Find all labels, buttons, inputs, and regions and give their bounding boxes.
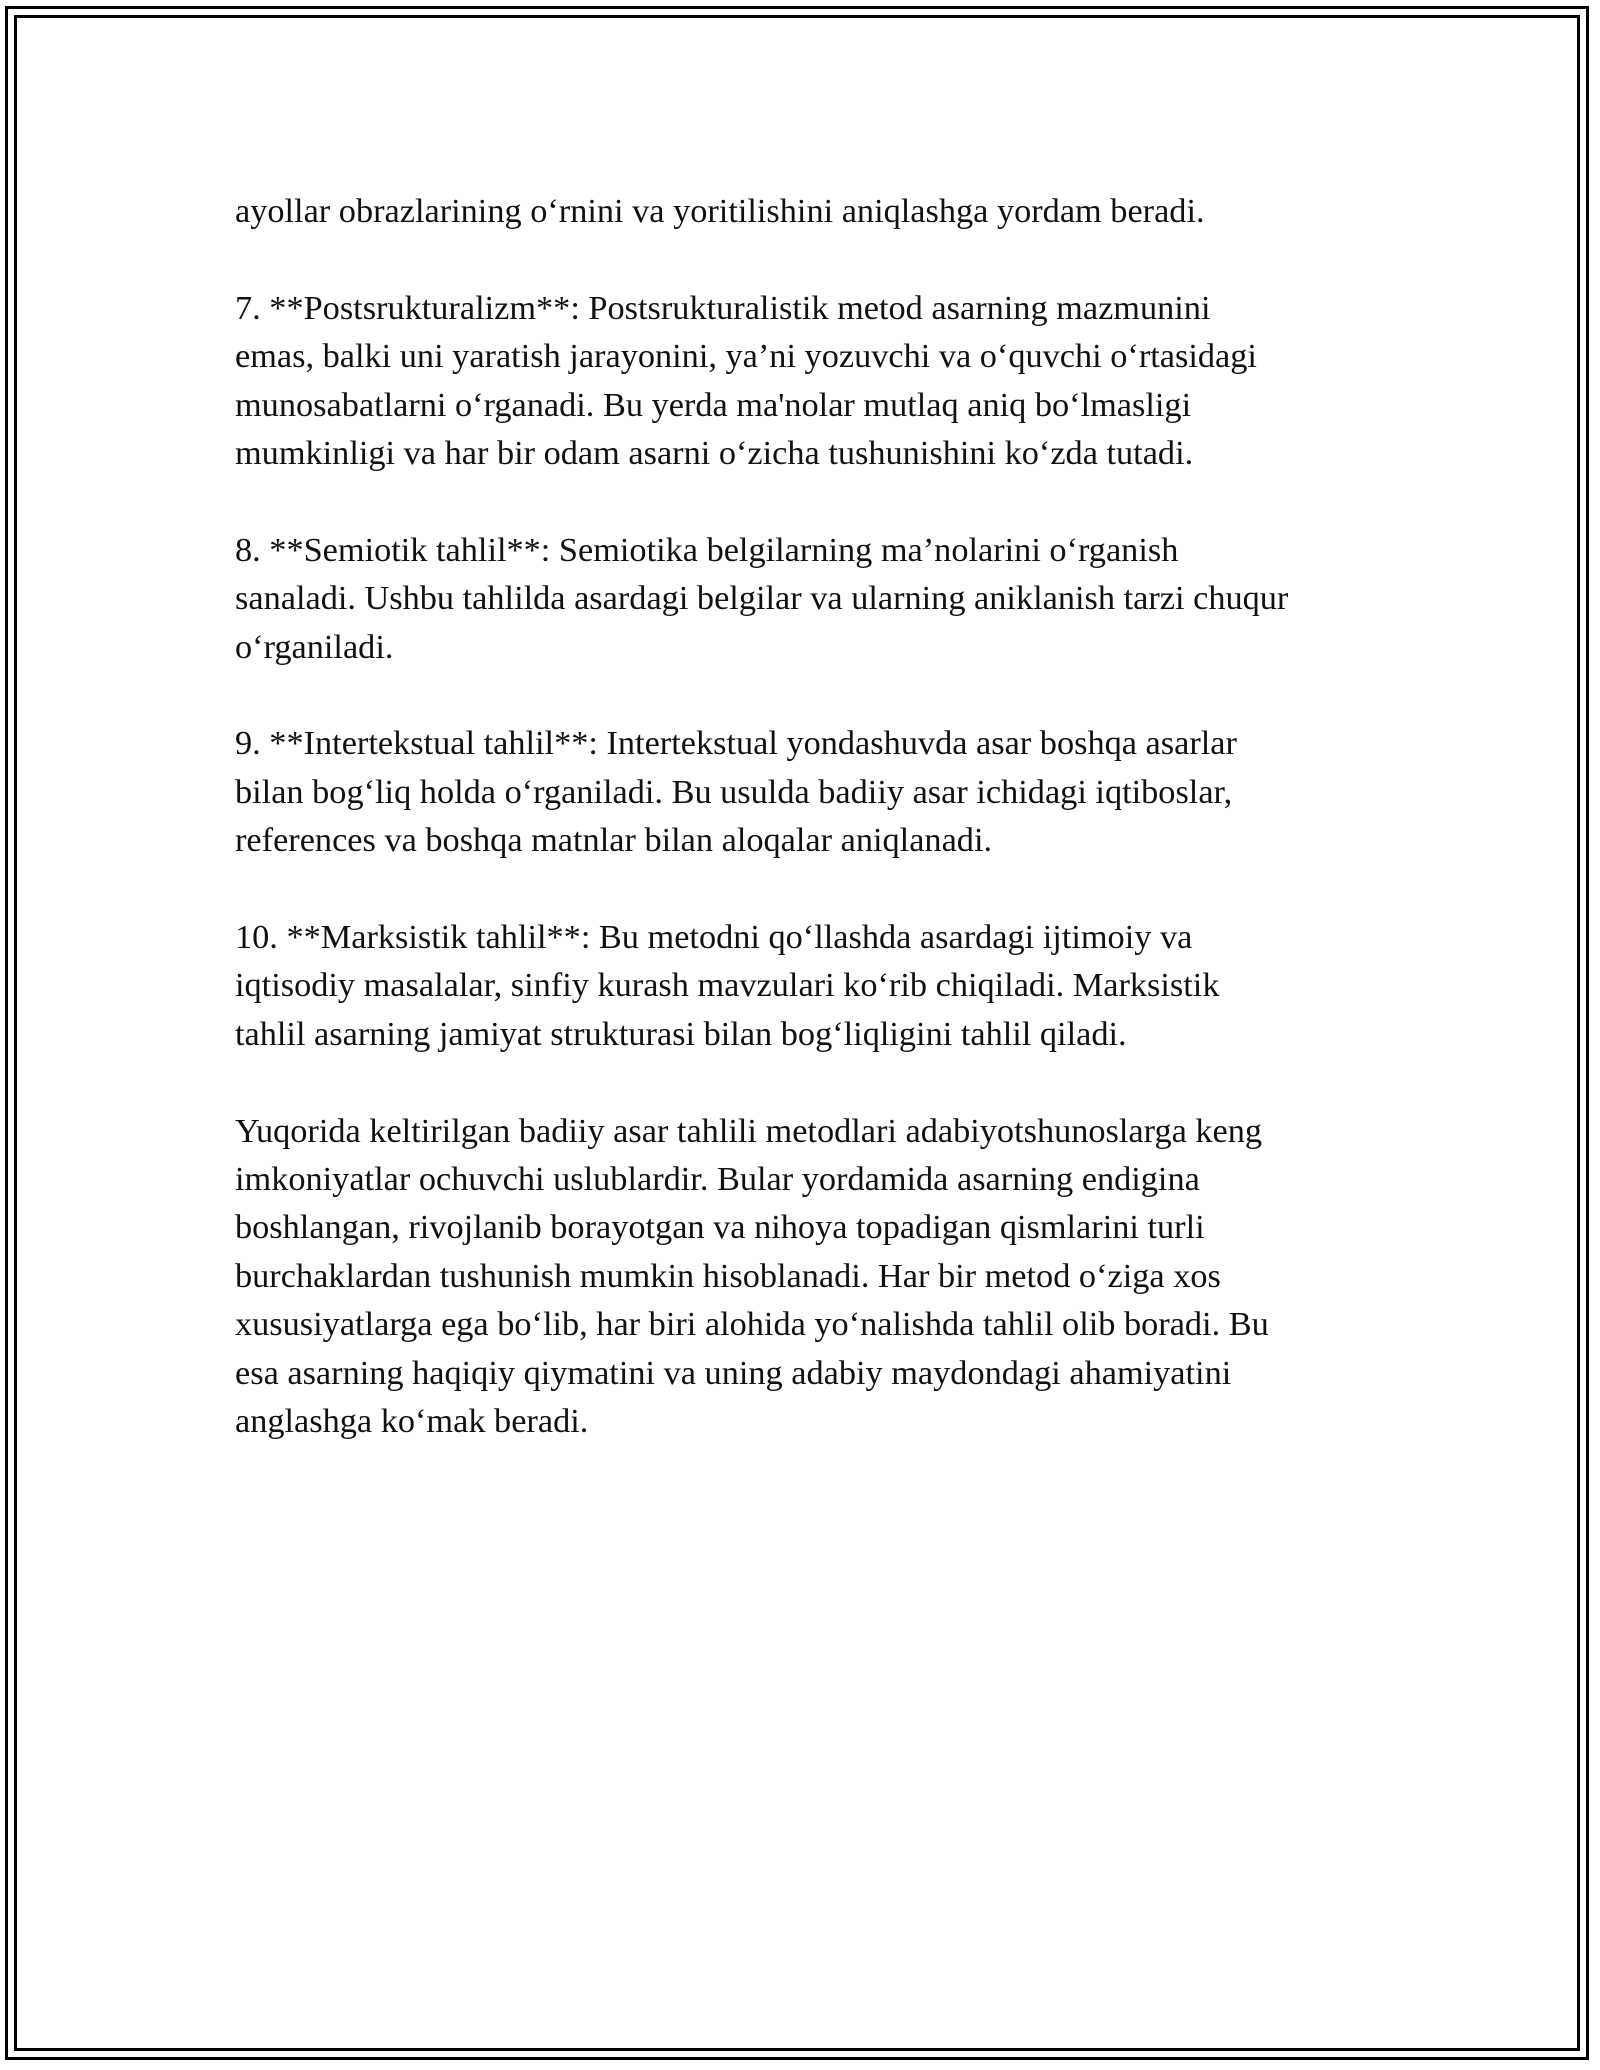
paragraph-item-9 (235, 719, 1370, 864)
text-line: references va boshqa matnlar bilan aloqalar aniqlanadi. (235, 821, 993, 860)
text-line: 10. **Marksistik tahlil**: Bu metodni qo‘llashda asardagi ijtimoiy va (235, 918, 1193, 957)
text-line: munosabatlarni o‘rganadi. Bu yerda ma'nolar mutlaq aniq bo‘lmasligi (235, 385, 1192, 424)
text-line: bilan bog‘liq holda o‘rganiladi. Bu usulda badiiy asar ichidagi iqtiboslar, (235, 772, 1233, 811)
paragraph-item-10 (235, 913, 1370, 1058)
paragraph-intro-continuation (235, 187, 1370, 235)
text-line: esa asarning haqiqiy qiymatini va uning adabiy maydondagi ahamiyatini (235, 1353, 1232, 1392)
text-line: boshlangan, rivojlanib borayotgan va nihoya topadigan qismlarini turli (235, 1208, 1205, 1247)
text-line: ayollar obrazlarining o‘rnini va yoritilishini aniqlashga yordam beradi. (235, 192, 1205, 230)
paragraph-item-8 (235, 526, 1370, 671)
text-line: 8. **Semiotik tahlil**: Semiotika belgilarning ma’nolarini o‘rganish (235, 530, 1179, 569)
text-line: 7. **Postsrukturalizm**: Postsrukturalistik metod asarning mazmunini (235, 288, 1211, 327)
paragraph-item-7 (235, 284, 1370, 478)
document-body (235, 187, 1370, 1494)
text-line: Yuqorida keltirilgan badiiy asar tahlili metodlari adabiyotshunoslarga keng (235, 1111, 1263, 1150)
text-line: burchaklardan tushunish mumkin hisoblanadi. Har bir metod o‘ziga xos (235, 1256, 1221, 1295)
text-line: iqtisodiy masalalar, sinfiy kurash mavzulari ko‘rib chiqiladi. Marksistik (235, 966, 1220, 1005)
paragraph-conclusion (235, 1107, 1370, 1446)
text-line: emas, balki uni yaratish jarayonini, ya’ni yozuvchi va o‘quvchi o‘rtasidagi (235, 337, 1257, 376)
text-line: mumkinligi va har bir odam asarni o‘zicha tushunishini ko‘zda tutadi. (235, 434, 1194, 473)
text-line: imkoniyatlar ochuvchi uslublardir. Bular yordamida asarning endigina (235, 1160, 1200, 1199)
text-line: 9. **Intertekstual tahlil**: Intertekstual yondashuvda asar boshqa asarlar (235, 724, 1237, 763)
text-line: xususiyatlarga ega bo‘lib, har biri alohida yo‘nalishda tahlil olib boradi. Bu (235, 1305, 1269, 1344)
text-line: sanaladi. Ushbu tahlilda asardagi belgilar va ularning aniklanish tarzi chuqur (235, 579, 1289, 618)
text-line: tahlil asarning jamiyat strukturasi bilan bog‘liqligini tahlil qiladi. (235, 1014, 1127, 1053)
text-line: anglashga ko‘mak beradi. (235, 1402, 589, 1441)
text-line: o‘rganiladi. (235, 627, 394, 666)
